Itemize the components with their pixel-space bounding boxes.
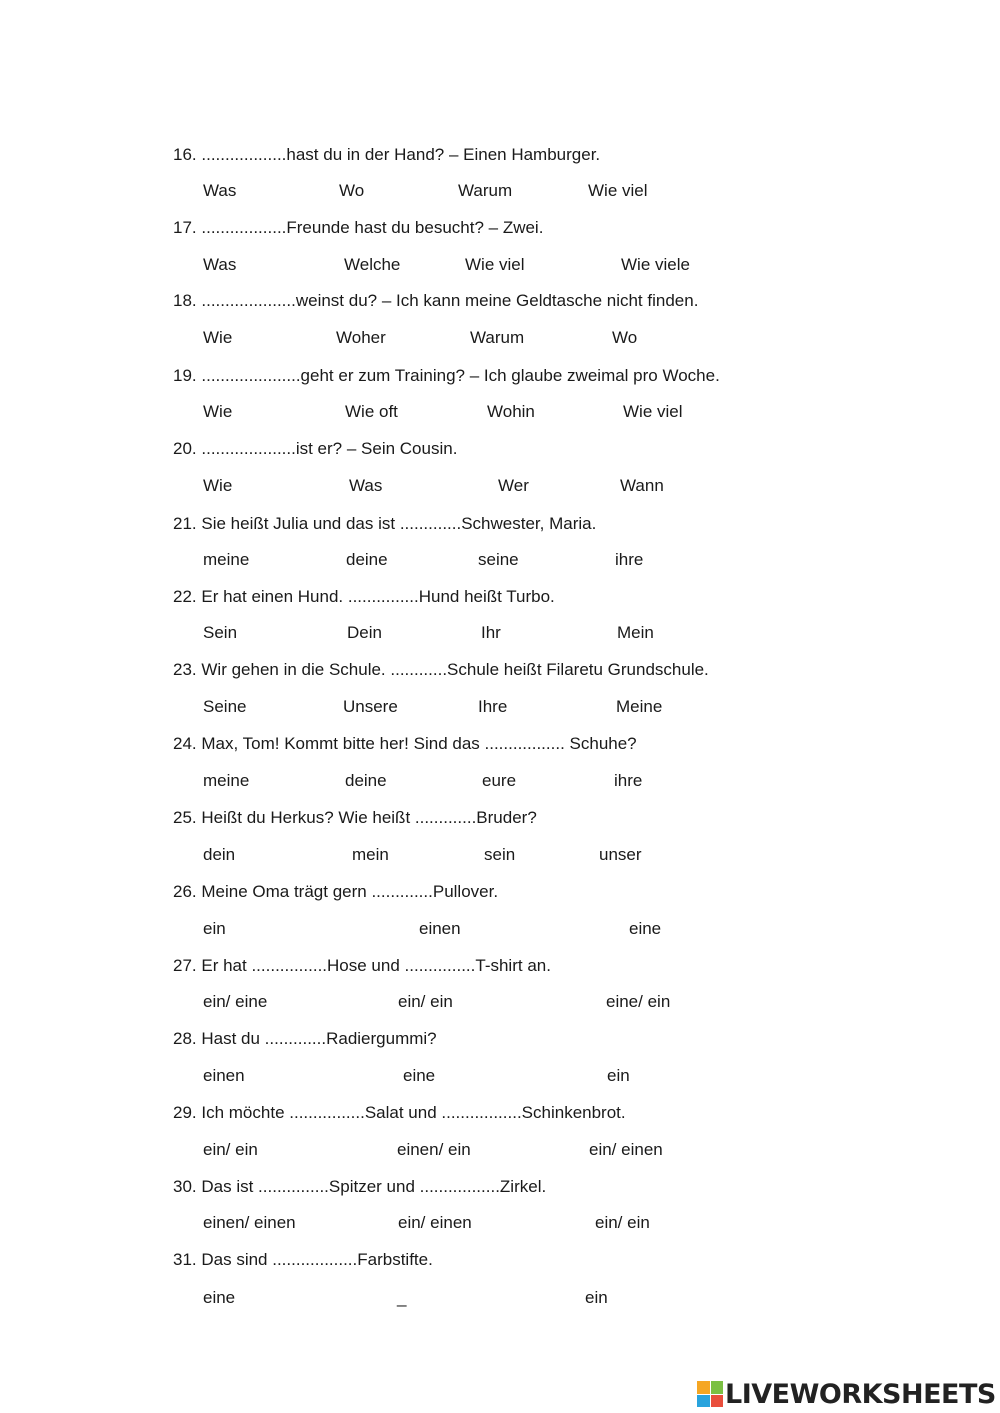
- answer-option[interactable]: deine: [346, 550, 388, 569]
- answer-option[interactable]: eine: [203, 1288, 236, 1307]
- answer-option[interactable]: Warum: [458, 181, 513, 200]
- answer-option[interactable]: Wie: [203, 328, 233, 347]
- logo-icon-square: [711, 1381, 724, 1394]
- question-30: [173, 1177, 546, 1197]
- answer-option[interactable]: deine: [345, 771, 387, 790]
- logo-icon: [697, 1381, 723, 1407]
- question-27: [173, 956, 551, 976]
- question-number: 20.: [173, 439, 197, 458]
- answer-option[interactable]: meine: [203, 550, 250, 569]
- question-text: ..................Freunde hast du besucht? – Zwei.: [201, 218, 544, 237]
- question-19: [173, 366, 720, 386]
- question-21: [173, 514, 596, 534]
- answer-option[interactable]: einen/ einen: [203, 1213, 296, 1232]
- question-20: [173, 439, 457, 459]
- answer-option[interactable]: eine/ ein: [606, 992, 671, 1011]
- question-number: 30.: [173, 1177, 197, 1196]
- answer-option[interactable]: _: [397, 1288, 407, 1307]
- answer-option[interactable]: einen: [203, 1066, 245, 1085]
- answer-option[interactable]: Wie: [203, 402, 233, 421]
- logo-icon-square: [697, 1395, 710, 1408]
- answer-option[interactable]: ein/ eine: [203, 992, 268, 1011]
- question-text: Wir gehen in die Schule. ............Schule heißt Filaretu Grundschule.: [201, 660, 709, 679]
- answer-option[interactable]: ein: [607, 1066, 630, 1085]
- logo-icon-square: [711, 1395, 724, 1408]
- question-text: .....................geht er zum Training? – Ich glaube zweimal pro Woche.: [201, 366, 720, 385]
- question-number: 19.: [173, 366, 197, 385]
- question-number: 21.: [173, 514, 197, 533]
- answer-option[interactable]: Sein: [203, 623, 238, 642]
- question-number: 23.: [173, 660, 197, 679]
- answer-option[interactable]: eure: [482, 771, 517, 790]
- answer-option[interactable]: einen/ ein: [397, 1140, 471, 1159]
- question-26: [173, 882, 498, 902]
- question-text: Ich möchte ................Salat und .................Schinkenbrot.: [201, 1103, 626, 1122]
- answer-option[interactable]: Wie viel: [623, 402, 683, 421]
- answer-option[interactable]: Meine: [616, 697, 663, 716]
- answer-option[interactable]: Wo: [339, 181, 365, 200]
- question-28: [173, 1029, 437, 1049]
- question-18: [173, 291, 698, 311]
- answer-option[interactable]: dein: [203, 845, 236, 864]
- question-number: 27.: [173, 956, 197, 975]
- answer-option[interactable]: eine: [629, 919, 662, 938]
- answer-option[interactable]: einen: [419, 919, 461, 938]
- question-16: [173, 145, 600, 165]
- question-25: [173, 808, 537, 828]
- answer-option[interactable]: Wie viele: [621, 255, 690, 274]
- question-29: [173, 1103, 626, 1123]
- question-number: 28.: [173, 1029, 197, 1048]
- answer-option[interactable]: ein/ einen: [398, 1213, 472, 1232]
- answer-option[interactable]: Woher: [336, 328, 386, 347]
- answer-option[interactable]: ein/ ein: [203, 1140, 258, 1159]
- answer-option[interactable]: Wie viel: [465, 255, 525, 274]
- logo-icon-square: [697, 1381, 710, 1394]
- answer-option[interactable]: meine: [203, 771, 250, 790]
- answer-option[interactable]: Wann: [620, 476, 664, 495]
- answer-option[interactable]: seine: [478, 550, 519, 569]
- answer-option[interactable]: Wie viel: [588, 181, 648, 200]
- answer-option[interactable]: ein: [585, 1288, 608, 1307]
- question-text: Heißt du Herkus? Wie heißt .............Bruder?: [201, 808, 537, 827]
- answer-option[interactable]: Was: [349, 476, 383, 495]
- question-number: 29.: [173, 1103, 197, 1122]
- answer-option[interactable]: ein/ einen: [589, 1140, 663, 1159]
- answer-option[interactable]: Wer: [498, 476, 529, 495]
- question-text: ....................weinst du? – Ich kann meine Geldtasche nicht finden.: [201, 291, 699, 310]
- answer-option[interactable]: ein: [203, 919, 226, 938]
- question-31: [173, 1250, 433, 1270]
- question-text: ..................hast du in der Hand? – Einen Hamburger.: [201, 145, 601, 164]
- question-23: [173, 660, 709, 680]
- answer-option[interactable]: mein: [352, 845, 389, 864]
- answer-option[interactable]: ihre: [614, 771, 643, 790]
- answer-option[interactable]: Wo: [612, 328, 638, 347]
- question-number: 31.: [173, 1250, 197, 1269]
- answer-option[interactable]: Unsere: [343, 697, 398, 716]
- answer-option[interactable]: sein: [484, 845, 516, 864]
- answer-option[interactable]: eine: [403, 1066, 436, 1085]
- answer-option[interactable]: Dein: [347, 623, 382, 642]
- question-text: Max, Tom! Kommt bitte her! Sind das ................. Schuhe?: [201, 734, 637, 753]
- question-number: 17.: [173, 218, 197, 237]
- question-number: 26.: [173, 882, 197, 901]
- answer-option[interactable]: Ihr: [481, 623, 501, 642]
- answer-option[interactable]: Ihre: [478, 697, 508, 716]
- question-17: [173, 218, 543, 238]
- answer-option[interactable]: Mein: [617, 623, 654, 642]
- answer-option[interactable]: Welche: [344, 255, 401, 274]
- answer-option[interactable]: Wie: [203, 476, 233, 495]
- question-text: Das sind ..................Farbstifte.: [201, 1250, 433, 1269]
- question-number: 25.: [173, 808, 197, 827]
- question-24: [173, 734, 637, 754]
- question-text: Hast du .............Radiergummi?: [201, 1029, 437, 1048]
- answer-option[interactable]: ihre: [615, 550, 644, 569]
- question-text: ....................ist er? – Sein Cousin.: [201, 439, 458, 458]
- answer-option[interactable]: ein/ ein: [398, 992, 453, 1011]
- liveworksheets-logo: [697, 1379, 996, 1409]
- answer-option[interactable]: Warum: [470, 328, 525, 347]
- question-text: Meine Oma trägt gern .............Pullover.: [201, 882, 499, 901]
- answer-option[interactable]: Wohin: [487, 402, 535, 421]
- question-number: 18.: [173, 291, 197, 310]
- question-text: Er hat einen Hund. ...............Hund heißt Turbo.: [201, 587, 555, 606]
- question-number: 24.: [173, 734, 197, 753]
- answer-option[interactable]: Was: [203, 255, 237, 274]
- logo-text: LIVEWORKSHEETS: [725, 1378, 996, 1410]
- question-number: 16.: [173, 145, 197, 164]
- question-text: Er hat ................Hose und ...............T-shirt an.: [201, 956, 551, 975]
- answer-option[interactable]: unser: [599, 845, 642, 864]
- answer-option[interactable]: Wie oft: [345, 402, 398, 421]
- question-text: Sie heißt Julia und das ist .............Schwester, Maria.: [201, 514, 597, 533]
- answer-option[interactable]: Seine: [203, 697, 247, 716]
- answer-option[interactable]: ein/ ein: [595, 1213, 650, 1232]
- answer-option[interactable]: Was: [203, 181, 237, 200]
- question-22: [173, 587, 555, 607]
- question-number: 22.: [173, 587, 197, 606]
- question-text: Das ist ...............Spitzer und .................Zirkel.: [201, 1177, 547, 1196]
